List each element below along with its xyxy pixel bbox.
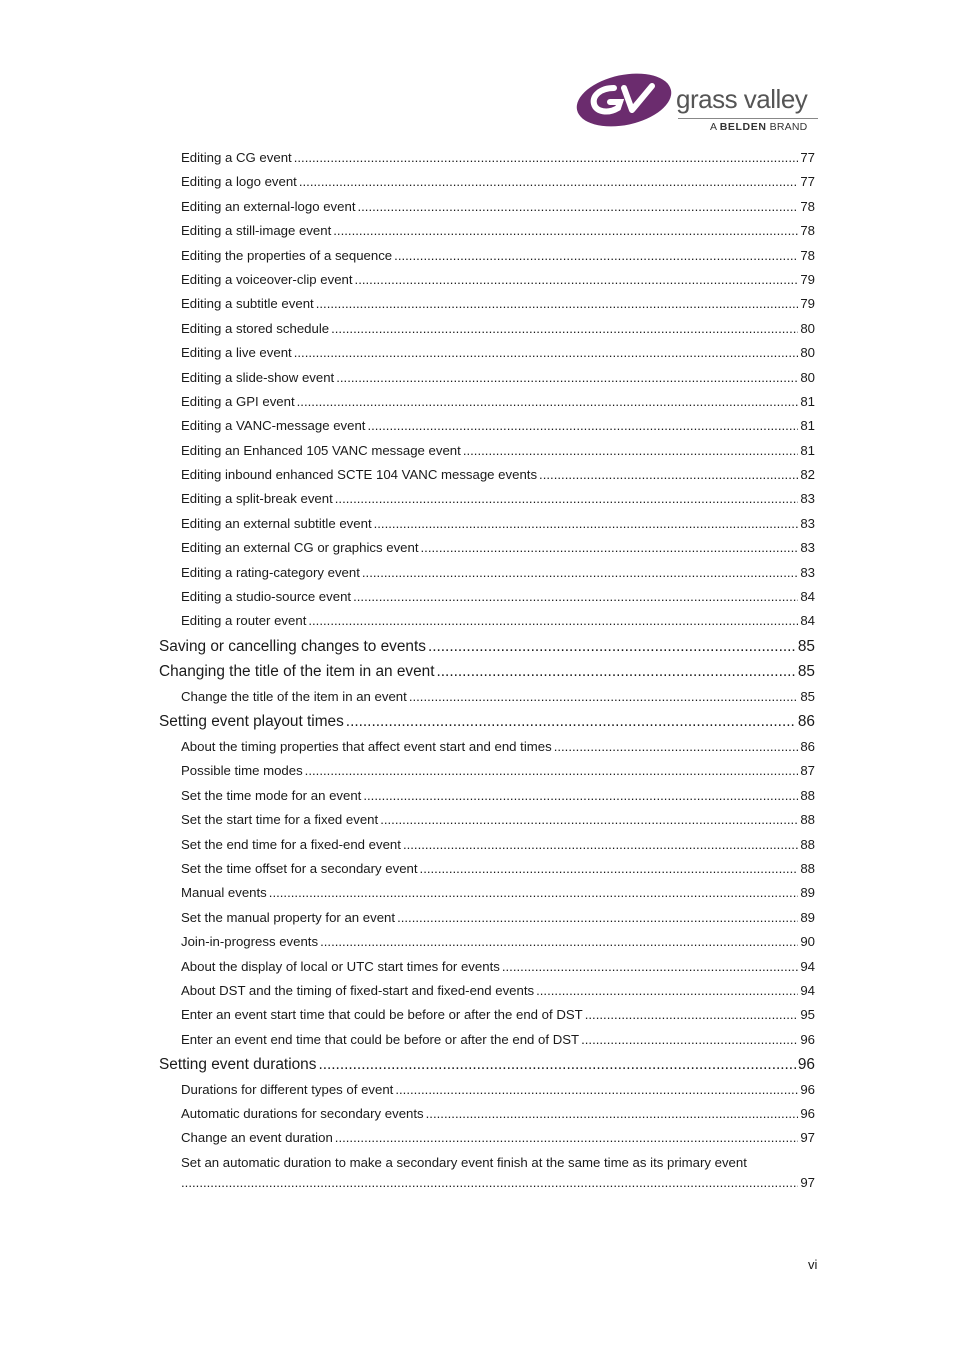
toc-entry-page: 95: [800, 1007, 815, 1023]
toc-entry-title: Editing an Enhanced 105 VANC message event: [181, 442, 461, 458]
toc-leader-dots: [305, 759, 799, 783]
toc-entry-title: Setting event durations: [159, 1056, 317, 1074]
toc-entry[interactable]: [159, 833, 815, 857]
toc-leader-dots: [409, 685, 799, 709]
toc-entry-page: 81: [800, 393, 815, 409]
toc-entry-title: Editing a slide-show event: [181, 369, 335, 385]
toc-entry[interactable]: [159, 146, 815, 170]
toc-entry[interactable]: [159, 634, 815, 660]
toc-entry-title: Possible time modes: [181, 763, 303, 779]
toc-entry-page: 77: [800, 150, 815, 165]
toc-leader-dots: [355, 268, 799, 292]
toc-entry-page: 78: [800, 198, 815, 214]
toc-leader-dots: [353, 585, 798, 609]
toc-entry[interactable]: [159, 955, 815, 979]
toc-entry[interactable]: [159, 219, 815, 243]
toc-entry-page: 90: [800, 934, 815, 950]
toc-entry-title: Durations for different types of event: [181, 1081, 394, 1097]
toc-entry-page: 83: [800, 540, 815, 556]
toc-entry-title: About DST and the timing of fixed-start and fixed-end events: [181, 982, 535, 998]
toc-leader-dots: [380, 808, 798, 832]
toc-entry-title: Editing a subtitle event: [181, 296, 314, 312]
toc-entry-page: 94: [800, 958, 815, 974]
grass-valley-logo: [574, 70, 824, 134]
toc-entry[interactable]: [159, 487, 815, 511]
toc-leader-dots: [420, 857, 799, 881]
toc-entry[interactable]: [159, 268, 815, 292]
toc-entry-title: Editing an external subtitle event: [181, 515, 372, 531]
toc-entry-page: 83: [800, 491, 815, 507]
toc-leader-dots: [318, 1052, 795, 1078]
toc-entry[interactable]: [159, 659, 815, 685]
toc-entry-page: 79: [800, 271, 815, 287]
toc-entry[interactable]: [159, 857, 815, 881]
toc-leader-dots: [397, 906, 798, 930]
toc-entry[interactable]: [159, 390, 815, 414]
toc-leader-dots: [294, 146, 799, 170]
toc-leader-dots: [554, 735, 799, 759]
toc-leader-dots: [374, 512, 799, 536]
toc-entry-title: Enter an event start time that could be before or after the end of DST: [181, 1007, 583, 1023]
toc-entry-page: 96: [800, 1106, 815, 1122]
toc-leader-dots: [346, 709, 796, 735]
toc-leader-dots: [308, 609, 798, 633]
toc-leader-dots: [362, 561, 798, 585]
toc-entry[interactable]: [159, 536, 815, 560]
toc-entry-page: 89: [800, 885, 815, 901]
toc-entry[interactable]: [159, 195, 815, 219]
toc-entry-title: About the display of local or UTC start times for events: [181, 958, 500, 974]
toc-entry-title: Enter an event end time that could be before or after the end of DST: [181, 1031, 580, 1047]
toc-leader-dots: [320, 930, 798, 954]
toc-entry[interactable]: [159, 784, 815, 808]
toc-entry-title: Editing inbound enhanced SCTE 104 VANC message events: [181, 467, 538, 483]
toc-entry[interactable]: [159, 759, 815, 783]
toc-leader-dots: [403, 833, 798, 857]
toc-entry-page: 97: [800, 1130, 815, 1146]
toc-entry-title: Editing a rating-category event: [181, 564, 360, 580]
toc-leader-dots: [363, 784, 798, 808]
toc-entry-title: Editing a logo event: [181, 174, 297, 190]
toc-entry[interactable]: [159, 881, 815, 905]
page-number: vi: [808, 1257, 818, 1272]
toc-entry[interactable]: [159, 1028, 815, 1052]
toc-leader-dots: [336, 366, 798, 390]
toc-entry-page: 82: [800, 467, 815, 483]
toc-entry[interactable]: [159, 439, 815, 463]
toc-entry-title: Editing an external CG or graphics event: [181, 540, 419, 556]
toc-entry[interactable]: [159, 512, 815, 536]
toc-entry-page: 81: [800, 418, 815, 434]
toc-entry-page: 81: [800, 442, 815, 458]
toc-entry-title: Editing a studio-source event: [181, 589, 352, 605]
toc-entry-page: 80: [800, 320, 815, 336]
toc-entry-page: 87: [800, 763, 815, 779]
toc-entry-title: Changing the title of the item in an event: [159, 663, 435, 681]
toc-entry-page: 86: [800, 738, 815, 754]
toc-entry-title: Editing a still-image event: [181, 223, 332, 239]
toc-entry-page: 88: [800, 787, 815, 803]
toc-entry[interactable]: [159, 1078, 815, 1102]
toc-entry[interactable]: [159, 244, 815, 268]
toc-entry-page: 85: [797, 663, 815, 681]
toc-entry-page: 88: [800, 836, 815, 852]
toc-leader-dots: [437, 659, 796, 685]
toc-entry-page: 83: [800, 515, 815, 531]
toc-leader-dots: [585, 1003, 799, 1027]
toc-entry-title: Set the end time for a fixed-end event: [181, 836, 401, 852]
table-of-contents: [159, 146, 815, 1193]
toc-entry-page: 80: [800, 345, 815, 361]
toc-entry[interactable]: [159, 1102, 815, 1126]
toc-entry-title: Set the start time for a fixed event: [181, 812, 379, 828]
logo-tagline-suffix: BRAND: [769, 121, 808, 133]
toc-leader-dots: [299, 170, 798, 194]
toc-leader-dots: [269, 881, 799, 905]
toc-entry-title: About the timing properties that affect event start and end times: [181, 738, 552, 754]
toc-entry-page: 78: [800, 223, 815, 239]
toc-entry-page: 97: [800, 1174, 815, 1190]
toc-entry[interactable]: [159, 317, 815, 341]
toc-entry-page: 78: [800, 247, 815, 263]
toc-entry-page: 88: [800, 812, 815, 828]
toc-entry[interactable]: [159, 414, 815, 438]
toc-entry[interactable]: [159, 1052, 815, 1078]
toc-entry[interactable]: [159, 366, 815, 390]
toc-entry-title: Saving or cancelling changes to events: [159, 637, 426, 655]
toc-leader-dots: [331, 317, 798, 341]
toc-entry-title: Set the time mode for an event: [181, 787, 362, 803]
toc-leader-dots: [333, 219, 798, 243]
toc-entry-page: 96: [800, 1031, 815, 1047]
toc-entry-title: Editing a router event: [181, 613, 307, 629]
toc-leader-dots: [297, 390, 799, 414]
toc-entry-title: Editing a CG event: [181, 150, 292, 165]
toc-leader-dots: [394, 244, 798, 268]
toc-entry-title: Change the title of the item in an event: [181, 689, 407, 704]
toc-entry-title: Set the manual property for an event: [181, 909, 396, 925]
toc-leader-dots: [335, 1126, 799, 1150]
toc-entry-page: 79: [800, 296, 815, 312]
gv-emblem-icon: [574, 72, 674, 128]
toc-leader-dots: [181, 1173, 798, 1193]
logo-divider: [678, 118, 818, 119]
toc-entry-page: 83: [800, 564, 815, 580]
toc-entry-title: Change an event duration: [181, 1130, 333, 1146]
toc-leader-dots: [581, 1028, 798, 1052]
toc-entry-title: Editing a GPI event: [181, 393, 295, 409]
toc-leader-dots: [536, 979, 798, 1003]
logo-tagline: [710, 121, 807, 133]
toc-leader-dots: [335, 487, 799, 511]
toc-leader-dots: [539, 463, 798, 487]
toc-leader-dots: [502, 955, 798, 979]
toc-leader-dots: [316, 292, 799, 316]
toc-entry[interactable]: [159, 341, 815, 365]
toc-entry[interactable]: [159, 685, 815, 709]
toc-entry-title: Automatic durations for secondary events: [181, 1106, 424, 1122]
toc-entry[interactable]: [159, 609, 815, 633]
toc-leader-dots: [428, 634, 796, 660]
toc-entry-page: 96: [800, 1081, 815, 1097]
toc-entry[interactable]: [159, 735, 815, 759]
toc-entry-title: Set the time offset for a secondary event: [181, 860, 418, 876]
logo-tagline-prefix: A: [710, 121, 717, 133]
toc-entry-title: Set an automatic duration to make a secondary event finish at the same time as its primary event: [181, 1154, 747, 1170]
toc-entry[interactable]: [159, 170, 815, 194]
toc-entry-title: Editing a VANC-message event: [181, 418, 366, 434]
toc-entry[interactable]: [159, 1003, 815, 1027]
toc-entry-page: 84: [800, 613, 815, 629]
toc-leader-dots: [463, 439, 799, 463]
toc-entry-page: 86: [797, 713, 815, 731]
toc-entry[interactable]: [159, 979, 815, 1003]
toc-leader-dots: [426, 1102, 799, 1126]
toc-entry-page: 89: [800, 909, 815, 925]
toc-entry[interactable]: [159, 1153, 815, 1193]
toc-entry[interactable]: [159, 1126, 815, 1150]
toc-leader-dots: [421, 536, 799, 560]
toc-entry-title: Editing an external-logo event: [181, 198, 356, 214]
toc-leader-dots: [395, 1078, 798, 1102]
toc-leader-dots: [294, 341, 799, 365]
toc-entry[interactable]: [159, 930, 815, 954]
toc-entry-page: 84: [800, 589, 815, 605]
toc-entry[interactable]: [159, 463, 815, 487]
toc-entry-page: 94: [800, 982, 815, 998]
toc-leader-dots: [357, 195, 798, 219]
toc-entry[interactable]: [159, 906, 815, 930]
toc-entry-title: Manual events: [181, 885, 267, 901]
toc-entry-title: Editing the properties of a sequence: [181, 247, 393, 263]
toc-entry[interactable]: [159, 808, 815, 832]
toc-entry-page: 77: [800, 174, 815, 190]
toc-entry-page: 85: [797, 637, 815, 655]
toc-entry-title: Editing a live event: [181, 345, 292, 361]
toc-entry[interactable]: [159, 585, 815, 609]
toc-entry[interactable]: [159, 709, 815, 735]
toc-entry-page: 80: [800, 369, 815, 385]
toc-entry[interactable]: [159, 561, 815, 585]
toc-entry-title: Editing a voiceover-clip event: [181, 271, 353, 287]
toc-entry-page: 96: [797, 1056, 815, 1074]
toc-entry-title: Setting event playout times: [159, 713, 344, 731]
toc-entry-page: 88: [800, 860, 815, 876]
logo-tagline-brand: BELDEN: [719, 121, 767, 133]
toc-entry-title: Editing a split-break event: [181, 491, 333, 507]
toc-entry[interactable]: [159, 292, 815, 316]
toc-entry-title: Join-in-progress events: [181, 934, 319, 950]
toc-entry-title: Editing a stored schedule: [181, 320, 330, 336]
toc-entry-page: 85: [800, 689, 815, 704]
toc-leader-dots: [367, 414, 798, 438]
logo-wordmark: grass valley: [676, 84, 808, 114]
